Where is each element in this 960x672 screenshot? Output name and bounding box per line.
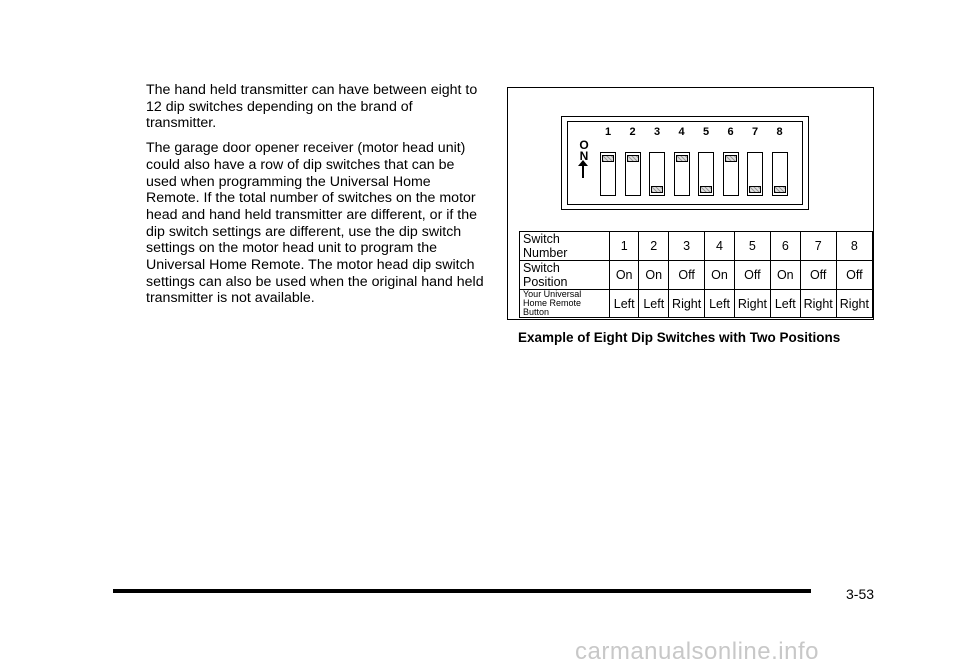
table-cell-position: On xyxy=(609,261,639,290)
table-cell-position: On xyxy=(771,261,801,290)
dip-switch-7 xyxy=(747,152,763,196)
dip-switch-4 xyxy=(674,152,690,196)
up-arrow-icon xyxy=(582,164,584,178)
table-cell-position: Off xyxy=(734,261,770,290)
table-cell-number: 4 xyxy=(705,232,735,261)
switch-knob xyxy=(749,186,761,193)
switch-knob xyxy=(676,155,688,162)
table-cell-button: Left xyxy=(639,290,669,318)
table-row-remote-button xyxy=(520,290,873,318)
row-label-switch-number: Switch Number xyxy=(520,232,610,261)
switch-number-label: 4 xyxy=(678,126,685,138)
paragraph-2: The garage door opener receiver (motor head unit) could also have a row of dip switches that can be used when programming the Universal Home Remote. If the total number of switches on the motor head and hand held transmitter are different, or if the dip switch settings are different, use the dip switch settings on the motor head unit to program the Universal Home Remote. The motor head dip switch settings can also be used when the original hand held transmitter is not available. xyxy=(146,140,484,307)
switch-number-label: 7 xyxy=(751,126,759,138)
table-cell-button: Left xyxy=(771,290,801,318)
body-text xyxy=(146,82,486,315)
table-row-switch-position xyxy=(520,261,873,290)
on-label xyxy=(578,140,590,162)
figure-caption: Example of Eight Dip Switches with Two Positions xyxy=(518,330,841,345)
table-cell-position: On xyxy=(639,261,669,290)
switch-number-label: 5 xyxy=(702,126,710,138)
table-cell-number: 5 xyxy=(734,232,770,261)
switch-knob xyxy=(700,186,712,193)
table-cell-number: 7 xyxy=(800,232,836,261)
watermark: carmanualsonline.info xyxy=(575,638,819,665)
table-cell-number: 6 xyxy=(771,232,801,261)
dip-switch-8 xyxy=(772,152,788,196)
table-cell-position: Off xyxy=(800,261,836,290)
dip-switch-6 xyxy=(723,152,739,196)
table-cell-number: 3 xyxy=(669,232,705,261)
dip-switch-block xyxy=(567,121,803,205)
switch-knob xyxy=(627,155,639,162)
table-cell-button: Right xyxy=(800,290,836,318)
dip-switch-3 xyxy=(649,152,665,196)
row-label-remote-button: Your Universal Home Remote Button xyxy=(520,290,610,318)
table-cell-number: 1 xyxy=(609,232,639,261)
switch-number-label: 1 xyxy=(604,126,612,138)
switch-number-label: 3 xyxy=(653,126,661,138)
switch-knob xyxy=(774,186,786,193)
paragraph-1: The hand held transmitter can have between eight to 12 dip switches depending on the brand of transmitter. xyxy=(146,82,478,132)
switch-number-label: 6 xyxy=(727,126,734,138)
switch-knob xyxy=(725,155,737,162)
dip-switch-5 xyxy=(698,152,714,196)
table-cell-button: Left xyxy=(705,290,735,318)
dip-switch-1 xyxy=(600,152,616,196)
table-cell-number: 2 xyxy=(639,232,669,261)
dip-switch-diagram xyxy=(561,116,809,210)
switch-knob xyxy=(602,155,614,162)
table-cell-button: Right xyxy=(669,290,705,318)
switch-knob xyxy=(651,186,663,193)
table-cell-button: Right xyxy=(734,290,770,318)
on-label-o: O xyxy=(579,138,589,152)
footer-rule xyxy=(113,589,811,593)
switch-number-label: 2 xyxy=(629,126,636,138)
dip-switch-figure xyxy=(507,87,874,320)
on-label-n: N xyxy=(579,149,589,163)
dip-switch-2 xyxy=(625,152,641,196)
table-cell-position: Off xyxy=(669,261,705,290)
table-row-switch-number xyxy=(520,232,873,261)
table-cell-button: Right xyxy=(836,290,872,318)
table-cell-position: Off xyxy=(836,261,872,290)
switch-number-label: 8 xyxy=(776,126,783,138)
switch-settings-table xyxy=(519,231,873,318)
row-label-switch-position: Switch Position xyxy=(520,261,610,290)
table-cell-number: 8 xyxy=(836,232,872,261)
table-cell-button: Left xyxy=(609,290,639,318)
table-cell-position: On xyxy=(705,261,735,290)
page-number: 3-53 xyxy=(846,586,875,602)
